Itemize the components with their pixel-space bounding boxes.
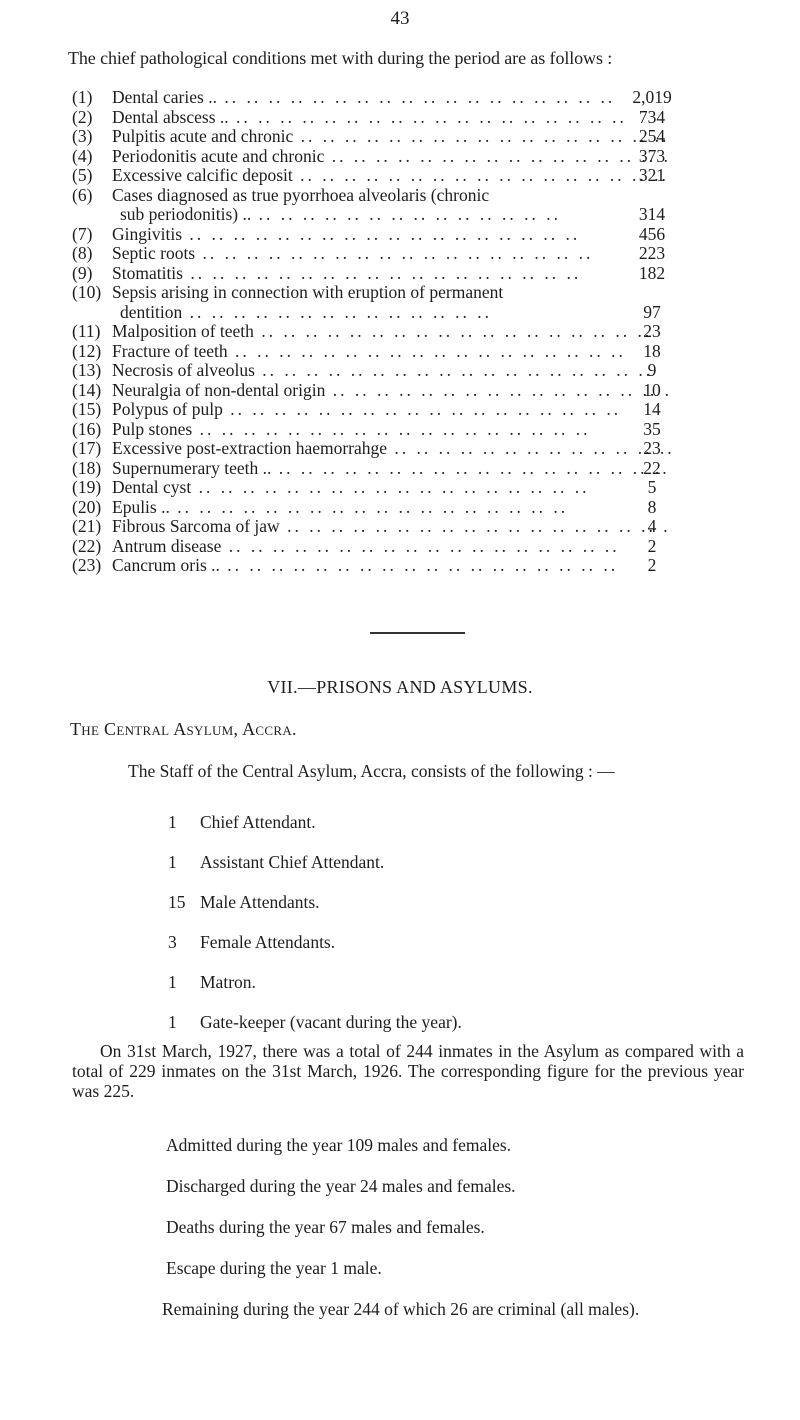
condition-row xyxy=(72,420,672,440)
condition-name: Dental abscess .. .. .. xyxy=(112,108,672,128)
condition-row xyxy=(72,108,672,128)
condition-count: 2 xyxy=(647,535,657,556)
staff-role: Female Attendants. xyxy=(200,932,336,952)
condition-row xyxy=(72,478,672,498)
condition-count: 182 xyxy=(638,262,666,283)
asylum-stats xyxy=(162,1135,640,1340)
condition-number: (14) xyxy=(72,379,102,400)
condition-number: (17) xyxy=(72,438,102,458)
staff-qty: 1 xyxy=(168,972,177,992)
staff-qty: 1 xyxy=(168,812,177,832)
staff-role: Matron. xyxy=(200,972,256,992)
condition-count: 456 xyxy=(638,223,666,244)
inmates-paragraph: On 31st March, 1927, there was a total of 244 inmates in the Asylum as compared with a total of 229 inmates on the 31st March, 1926. The corresponding figure for the previous year was 225. xyxy=(72,1041,744,1101)
condition-number: (21) xyxy=(72,516,102,536)
section-title: VII.—PRISONS AND ASYLUMS. xyxy=(267,677,533,697)
condition-name: Antrum disease .. .. xyxy=(112,537,672,557)
condition-name: Stomatitis .. .. xyxy=(112,264,672,284)
condition-name: Necrosis of alveolus .. .. xyxy=(112,361,672,381)
condition-number: (15) xyxy=(72,399,102,419)
condition-row xyxy=(72,264,672,284)
staff-list xyxy=(168,812,462,1052)
condition-count: 223 xyxy=(638,243,666,263)
condition-number: (12) xyxy=(72,340,102,361)
staff-item xyxy=(168,892,462,932)
condition-name: Cases diagnosed as true pyorrhoea alveolaris (chronic xyxy=(112,185,490,205)
condition-name-block xyxy=(112,283,672,322)
staff-qty: 1 xyxy=(168,852,177,872)
condition-row xyxy=(72,342,672,362)
condition-number: (19) xyxy=(72,477,102,497)
condition-name: Fibrous Sarcoma of jaw .. .. xyxy=(112,517,672,537)
staff-role: Gate-keeper (vacant during the year). xyxy=(200,1012,462,1032)
condition-row xyxy=(72,517,672,537)
staff-qty: 3 xyxy=(168,932,177,952)
condition-name: Dental caries .. .. .. xyxy=(112,88,672,108)
condition-row xyxy=(72,322,672,342)
condition-name: Fracture of teeth .. .. xyxy=(112,342,672,362)
staff-item xyxy=(168,852,462,892)
staff-role: Male Attendants. xyxy=(200,892,320,912)
condition-counts xyxy=(622,88,682,576)
condition-row xyxy=(72,459,672,479)
condition-row xyxy=(72,556,672,576)
condition-number: (4) xyxy=(72,145,93,166)
staff-role: Assistant Chief Attendant. xyxy=(200,852,385,872)
stat-remaining: Remaining during the year 244 of which 26 are criminal (all males). xyxy=(162,1299,640,1319)
staff-item xyxy=(168,972,462,1012)
condition-count: 10 xyxy=(643,379,661,400)
condition-number: (3) xyxy=(72,126,93,146)
condition-number: (7) xyxy=(72,223,93,244)
condition-name-continued: dentition .. .. xyxy=(112,303,672,323)
condition-row xyxy=(72,381,672,401)
condition-row xyxy=(72,166,672,186)
condition-number: (13) xyxy=(72,360,102,380)
staff-item xyxy=(168,932,462,972)
condition-count: 314 xyxy=(638,204,666,224)
condition-count: 35 xyxy=(643,418,661,439)
section-divider xyxy=(370,632,465,634)
stat-admitted: Admitted during the year 109 males and females. xyxy=(166,1135,512,1155)
condition-row xyxy=(72,147,672,167)
condition-count: 9 xyxy=(647,360,657,380)
condition-name: Neuralgia of non-dental origin .. .. xyxy=(112,381,672,401)
condition-number: (20) xyxy=(72,496,102,517)
condition-row xyxy=(72,361,672,381)
staff-qty: 15 xyxy=(168,892,186,912)
condition-name: Dental cyst .. .. xyxy=(112,478,672,498)
condition-number: (2) xyxy=(72,106,93,127)
conditions-list xyxy=(72,88,672,576)
condition-count: 2,019 xyxy=(632,87,672,107)
condition-count: 373 xyxy=(638,145,666,166)
condition-count: 4 xyxy=(647,516,657,536)
condition-row xyxy=(72,88,672,108)
condition-row xyxy=(72,537,672,557)
staff-qty: 1 xyxy=(168,1012,177,1032)
condition-row xyxy=(72,244,672,264)
stat-deaths: Deaths during the year 67 males and females. xyxy=(166,1217,485,1237)
condition-name: Septic roots .. .. xyxy=(112,244,672,264)
condition-count: 5 xyxy=(647,477,657,497)
condition-row xyxy=(72,498,672,518)
condition-count: 734 xyxy=(638,106,666,127)
stat-discharged: Discharged during the year 24 males and females. xyxy=(166,1176,516,1196)
condition-count: 23 xyxy=(643,438,661,458)
condition-row xyxy=(72,400,672,420)
staff-intro: The Staff of the Central Asylum, Accra, consists of the following : — xyxy=(128,761,615,781)
condition-name: Epulis .. .. .. xyxy=(112,498,672,518)
condition-row xyxy=(72,127,672,147)
condition-name: Gingivitis .. .. xyxy=(112,225,672,245)
condition-number: (11) xyxy=(72,321,101,341)
condition-number: (9) xyxy=(72,262,93,283)
staff-item xyxy=(168,812,462,852)
condition-name: Cancrum oris .. .. .. xyxy=(112,556,672,576)
condition-name: Pulp stones .. .. xyxy=(112,420,672,440)
condition-count: 321 xyxy=(638,165,666,185)
condition-number: (10) xyxy=(72,282,102,302)
condition-row xyxy=(72,439,672,459)
condition-name: Pulpitis acute and chronic .. .. xyxy=(112,127,672,147)
condition-name: Sepsis arising in connection with eruption of permanent xyxy=(112,283,504,302)
condition-number: (6) xyxy=(72,184,93,205)
condition-name-block xyxy=(112,186,672,225)
condition-number: (22) xyxy=(72,535,102,556)
page-number: 43 xyxy=(390,8,410,29)
condition-number: (1) xyxy=(72,87,93,107)
condition-number: (18) xyxy=(72,457,102,478)
condition-count: 8 xyxy=(647,496,657,517)
condition-number: (16) xyxy=(72,418,102,439)
staff-role: Chief Attendant. xyxy=(200,812,316,832)
condition-name: Excessive post-extraction haemorrahge .. .. xyxy=(112,439,672,459)
condition-name: Supernumerary teeth .. .. .. xyxy=(112,459,672,479)
intro-text: The chief pathological conditions met with during the period are as follows : xyxy=(68,48,613,68)
condition-name: Excessive calcific deposit .. .. xyxy=(112,166,672,186)
condition-count: 23 xyxy=(643,321,661,341)
condition-number: (8) xyxy=(72,243,93,263)
condition-name-continued: sub periodonitis) .. .. .. xyxy=(112,205,672,225)
condition-count: 2 xyxy=(647,555,657,575)
subheading: The Central Asylum, Accra. xyxy=(70,719,297,739)
condition-count: 14 xyxy=(643,399,661,419)
condition-name: Malposition of teeth .. .. xyxy=(112,322,672,342)
condition-number: (5) xyxy=(72,165,93,185)
condition-row xyxy=(72,225,672,245)
condition-count: 22 xyxy=(643,457,661,478)
condition-name: Polypus of pulp .. .. xyxy=(112,400,672,420)
condition-count: 97 xyxy=(643,301,661,322)
condition-row xyxy=(72,186,672,225)
condition-count: 18 xyxy=(643,340,661,361)
condition-number: (23) xyxy=(72,555,102,575)
condition-count: 254 xyxy=(638,126,666,146)
condition-name: Periodonitis acute and chronic .. .. xyxy=(112,147,672,167)
condition-row xyxy=(72,283,672,322)
stat-escape: Escape during the year 1 male. xyxy=(166,1258,382,1278)
